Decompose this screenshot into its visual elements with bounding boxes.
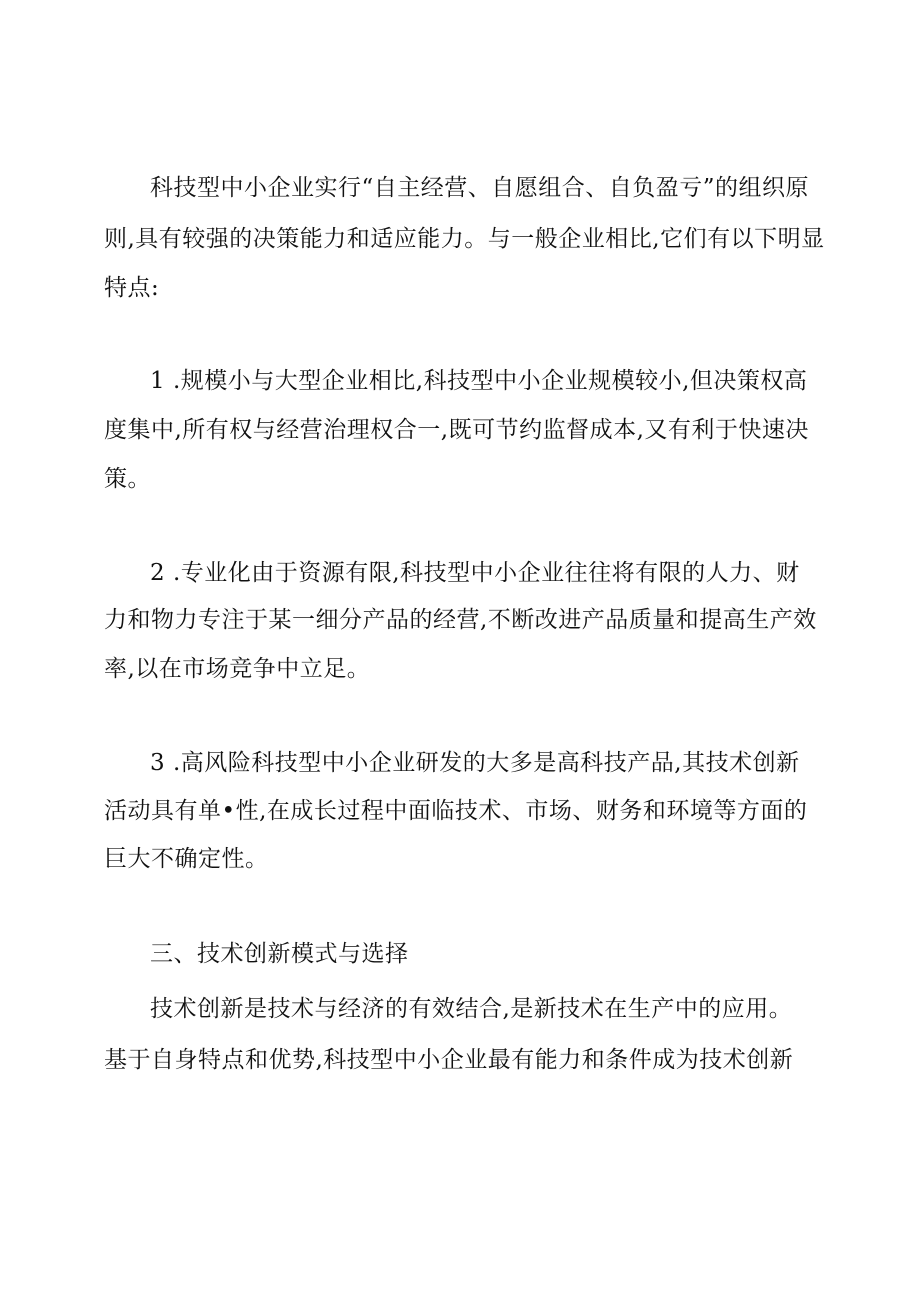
point-3-line-2: 活动具有单•性,在成长过程中面临技术、市场、财务和环境等方面的 bbox=[104, 798, 808, 824]
intro-line-1: 科技型中小企业实行“自主经营、自愿组合、自负盈亏”的组织原 bbox=[150, 175, 810, 201]
section-body-line-2: 基于自身特点和优势,科技型中小企业最有能力和条件成为技术创新 bbox=[104, 1047, 794, 1073]
section-body-line-1: 技术创新是技术与经济的有效结合,是新技术在生产中的应用。 bbox=[150, 996, 793, 1022]
point-2-line-3: 率,以在市场竞争中立足。 bbox=[104, 656, 371, 682]
point-1-line-1: 1 .规模小与大型企业相比,科技型中小企业规模较小,但决策权高 bbox=[150, 368, 808, 394]
point-2-line-2: 力和物力专注于某一细分产品的经营,不断改进产品质量和提高生产效 bbox=[104, 607, 817, 633]
point-1-line-3: 策。 bbox=[104, 466, 151, 492]
section-heading: 三、技术创新模式与选择 bbox=[150, 941, 409, 967]
intro-line-3: 特点: bbox=[104, 275, 160, 301]
intro-line-2: 则,具有较强的决策能力和适应能力。与一般企业相比,它们有以下明显 bbox=[104, 226, 825, 252]
point-3-line-3: 巨大不确定性。 bbox=[104, 846, 269, 872]
point-1-line-2: 度集中,所有权与经营治理权合一,既可节约监督成本,又有利于快速决 bbox=[104, 417, 809, 443]
point-3-line-1: 3 .高风险科技型中小企业研发的大多是高科技产品,其技术创新 bbox=[150, 750, 800, 776]
point-2-line-1: 2 .专业化由于资源有限,科技型中小企业往往将有限的人力、财 bbox=[150, 560, 800, 586]
